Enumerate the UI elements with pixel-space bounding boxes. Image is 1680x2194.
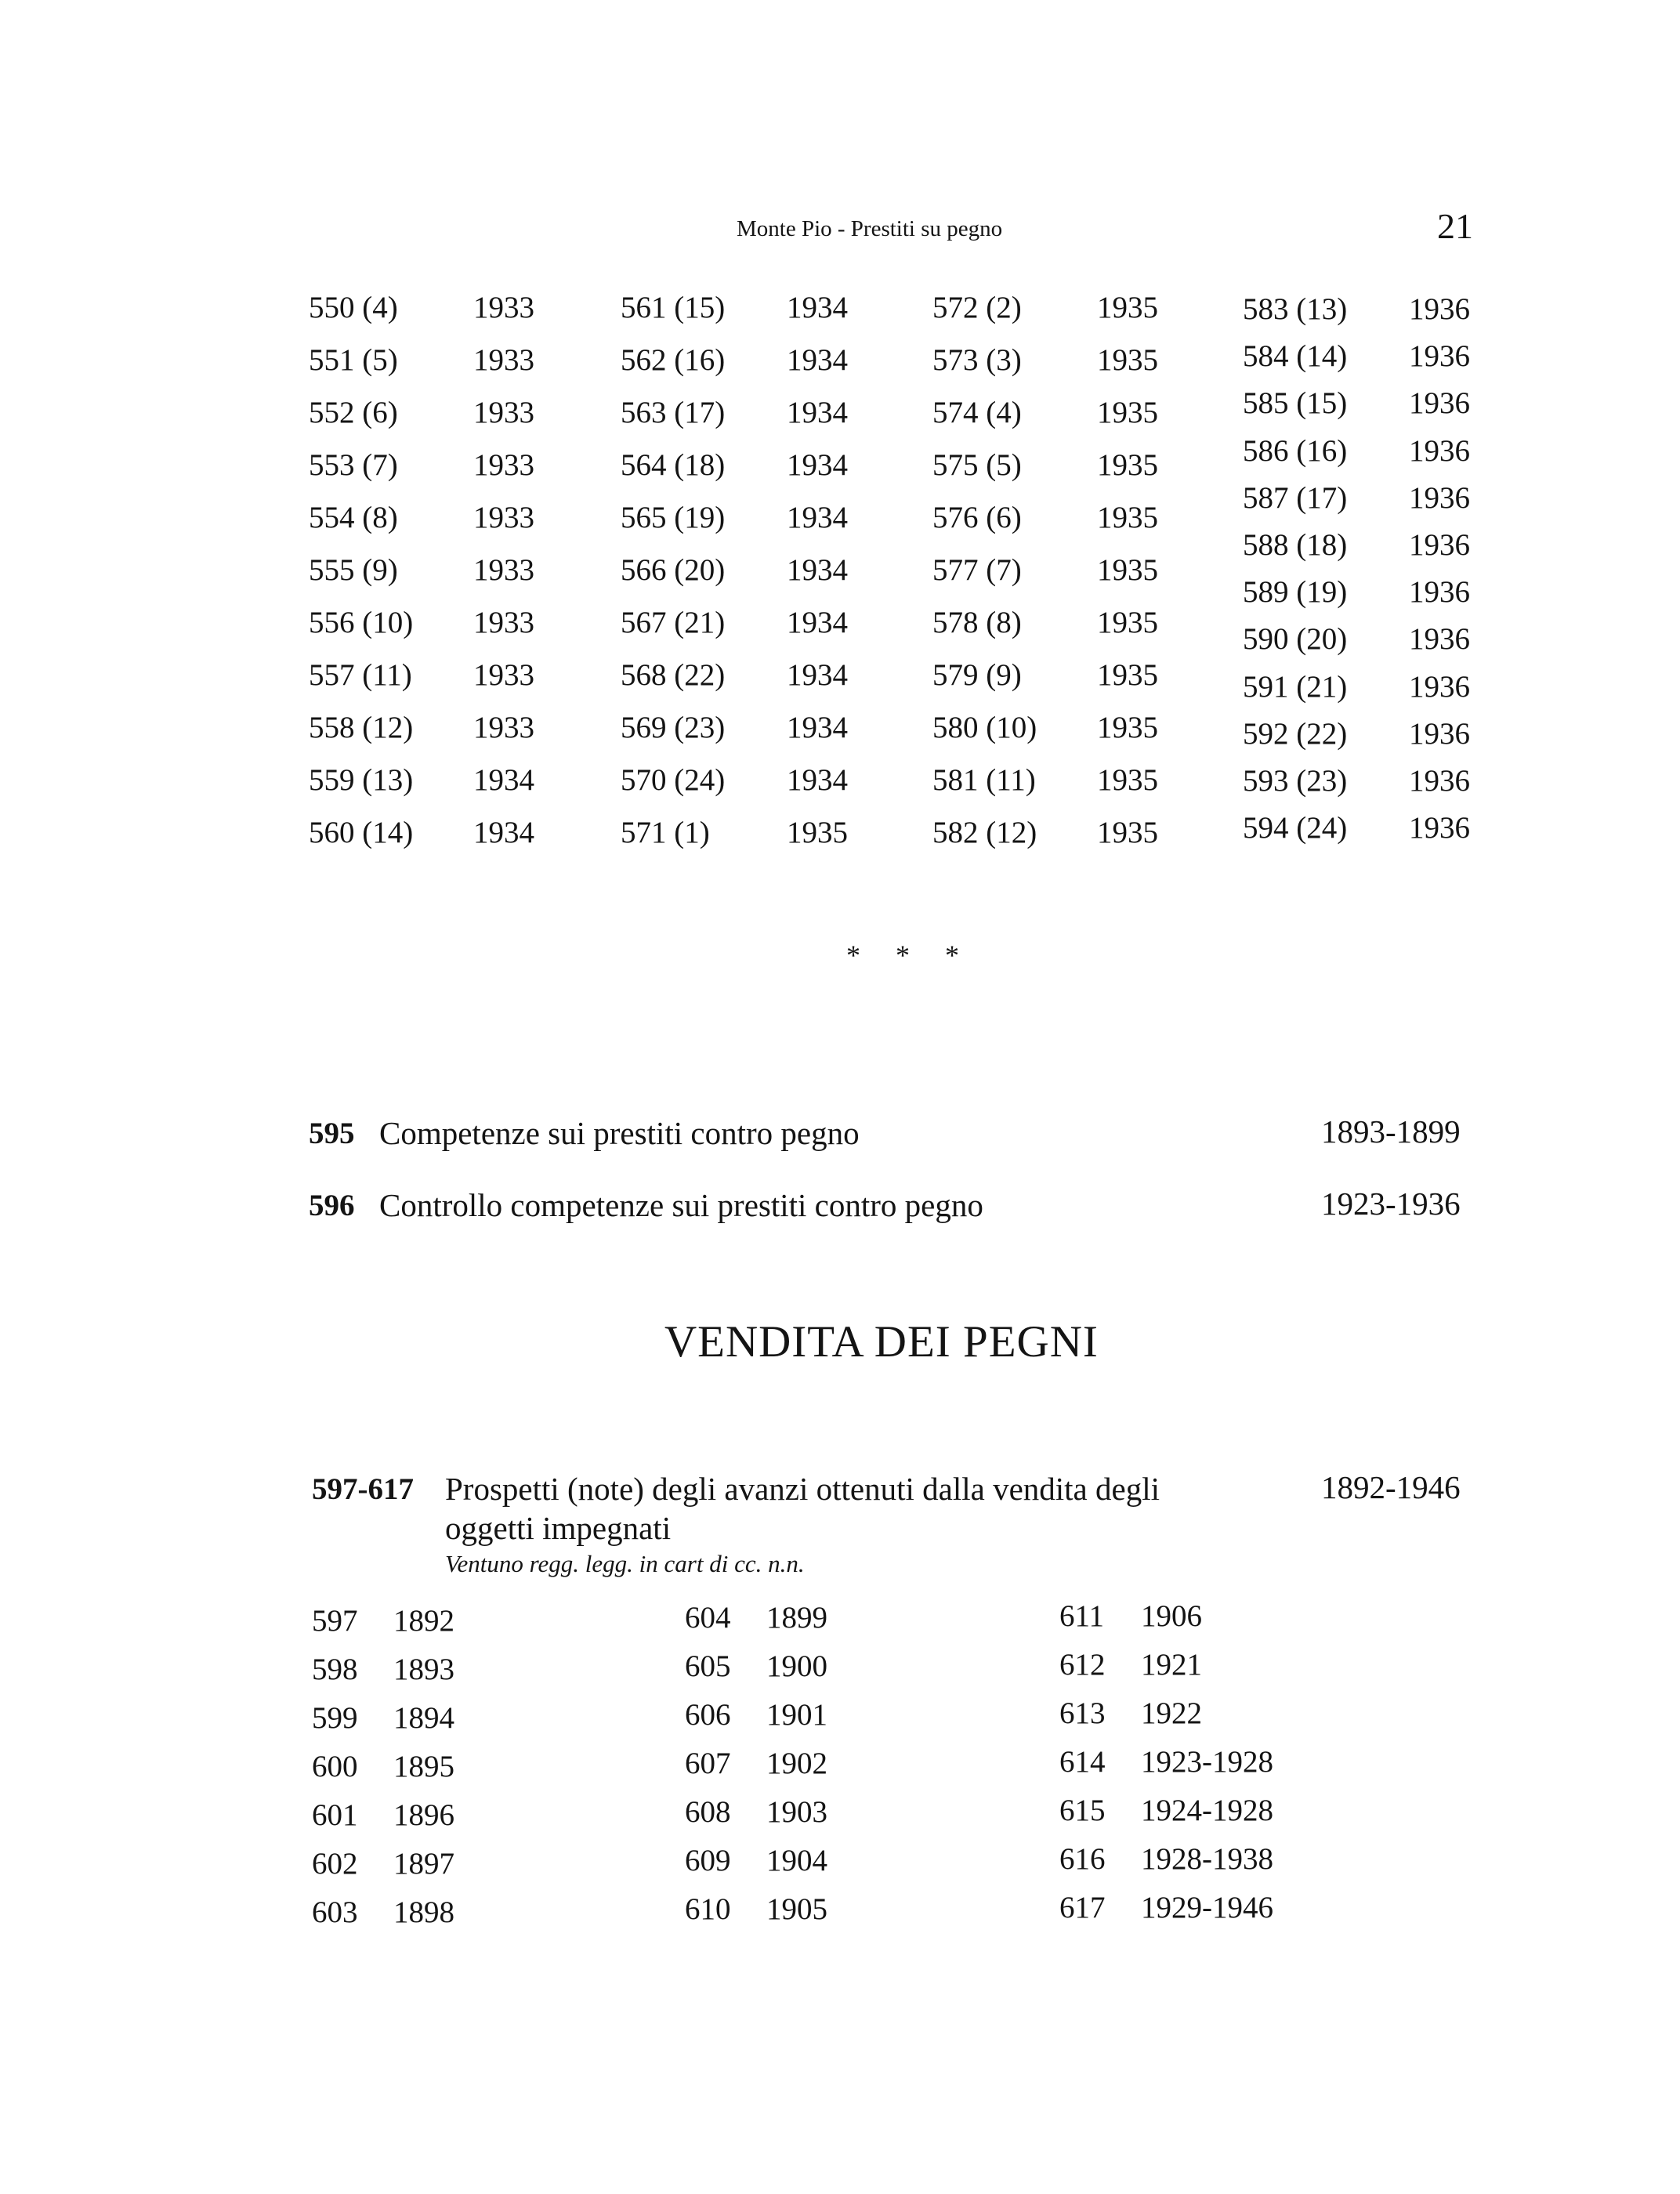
volume-year: 1899 (766, 1601, 827, 1635)
volume-year: 1936 (1409, 339, 1470, 373)
volume-number: 614 (1059, 1745, 1106, 1779)
volume-ref: 582 (12) (932, 816, 1037, 849)
volume-year: 1935 (1097, 291, 1158, 324)
volume-number: 611 (1059, 1599, 1105, 1633)
volume-number: 598 (312, 1653, 358, 1686)
volume-year: 1934 (787, 658, 848, 692)
volume-ref: 577 (7) (932, 553, 1022, 587)
volume-ref: 563 (17) (621, 396, 726, 429)
item-dates: 1923-1936 (1321, 1186, 1461, 1222)
volume-number: 599 (312, 1701, 358, 1735)
item-number: 597-617 (312, 1472, 414, 1506)
volume-ref: 593 (23) (1243, 764, 1348, 798)
volume-year: 1934 (473, 763, 534, 797)
volume-number: 603 (312, 1895, 358, 1929)
volume-ref: 575 (5) (932, 448, 1022, 482)
volume-ref: 564 (18) (621, 448, 726, 482)
volume-year: 1934 (787, 763, 848, 797)
volume-ref: 581 (11) (932, 763, 1036, 797)
volume-ref: 554 (8) (309, 501, 398, 534)
running-header: Monte Pio - Prestiti su pegno (737, 216, 1003, 241)
volume-ref: 556 (10) (309, 606, 414, 639)
volume-ref: 570 (24) (621, 763, 726, 797)
volume-year: 1934 (787, 448, 848, 482)
volume-number: 610 (685, 1892, 731, 1926)
volume-year: 1929-1946 (1141, 1891, 1273, 1924)
item-description: Ventuno regg. legg. in cart di cc. n.n. (445, 1550, 805, 1577)
volume-number: 602 (312, 1847, 358, 1881)
volume-ref: 583 (13) (1243, 292, 1348, 326)
volume-year: 1936 (1409, 292, 1470, 326)
volume-year: 1936 (1409, 575, 1470, 609)
volume-ref: 594 (24) (1243, 811, 1348, 845)
volume-year: 1905 (766, 1892, 827, 1926)
volume-year: 1934 (787, 606, 848, 639)
volume-ref: 573 (3) (932, 343, 1022, 377)
item-dates: 1893-1899 (1321, 1113, 1461, 1149)
volume-ref: 578 (8) (932, 606, 1022, 639)
volume-ref: 558 (12) (309, 711, 414, 744)
volume-year: 1934 (787, 501, 848, 534)
volume-year: 1933 (473, 291, 534, 324)
volume-year: 1904 (766, 1844, 827, 1877)
volume-year: 1935 (787, 816, 848, 849)
volume-year: 1921 (1141, 1648, 1202, 1682)
volume-year: 1896 (393, 1798, 454, 1832)
volume-ref: 569 (23) (621, 711, 726, 744)
volume-year: 1923-1928 (1141, 1745, 1273, 1779)
volume-number: 612 (1059, 1648, 1106, 1682)
volume-ref: 576 (6) (932, 501, 1022, 534)
volume-year: 1902 (766, 1747, 827, 1780)
volume-year: 1933 (473, 396, 534, 429)
volume-year: 1933 (473, 711, 534, 744)
volume-ref: 550 (4) (309, 291, 398, 324)
volume-year: 1897 (393, 1847, 454, 1881)
volume-year: 1935 (1097, 816, 1158, 849)
volume-year: 1933 (473, 501, 534, 534)
volume-ref: 579 (9) (932, 658, 1022, 692)
volume-ref: 568 (22) (621, 658, 726, 692)
volume-year: 1895 (393, 1750, 454, 1783)
volume-number: 616 (1059, 1842, 1106, 1876)
volume-year: 1936 (1409, 670, 1470, 704)
volume-ref: 588 (18) (1243, 528, 1348, 562)
volume-number: 600 (312, 1750, 358, 1783)
volume-year: 1933 (473, 343, 534, 377)
volume-ref: 552 (6) (309, 396, 398, 429)
volume-year: 1935 (1097, 606, 1158, 639)
volume-year: 1934 (787, 396, 848, 429)
volume-year: 1935 (1097, 396, 1158, 429)
volume-ref: 586 (16) (1243, 434, 1348, 468)
page-number: 21 (1437, 206, 1473, 246)
volume-year: 1903 (766, 1795, 827, 1829)
volume-year: 1922 (1141, 1696, 1202, 1730)
item-number: 596 (309, 1189, 355, 1222)
volume-ref: 574 (4) (932, 396, 1022, 429)
volume-year: 1936 (1409, 386, 1470, 420)
volume-year: 1935 (1097, 448, 1158, 482)
item-dates: 1892-1946 (1321, 1469, 1461, 1505)
volume-ref: 551 (5) (309, 343, 398, 377)
volume-ref: 560 (14) (309, 816, 414, 849)
volume-number: 608 (685, 1795, 731, 1829)
section-title: VENDITA DEI PEGNI (664, 1317, 1099, 1367)
volume-year: 1933 (473, 448, 534, 482)
volume-year: 1894 (393, 1701, 454, 1735)
volume-number: 606 (685, 1698, 731, 1732)
volume-ref: 590 (20) (1243, 622, 1348, 656)
volume-ref: 555 (9) (309, 553, 398, 587)
volume-year: 1933 (473, 553, 534, 587)
volume-year: 1934 (787, 553, 848, 587)
volume-year: 1933 (473, 658, 534, 692)
item-title: Controllo competenze sui prestiti contro pegno (379, 1187, 983, 1223)
volume-ref: 580 (10) (932, 711, 1037, 744)
volume-year: 1934 (473, 816, 534, 849)
volume-year: 1935 (1097, 553, 1158, 587)
volume-year: 1892 (393, 1604, 454, 1638)
volume-ref: 571 (1) (621, 816, 710, 849)
item-title-line1: Prospetti (note) degli avanzi ottenuti dalla vendita degli (445, 1471, 1160, 1507)
volume-year: 1935 (1097, 658, 1158, 692)
volume-number: 601 (312, 1798, 358, 1832)
volume-number: 607 (685, 1747, 731, 1780)
volume-ref: 566 (20) (621, 553, 726, 587)
volume-ref: 559 (13) (309, 763, 414, 797)
volume-year: 1935 (1097, 501, 1158, 534)
volume-ref: 561 (15) (621, 291, 726, 324)
volume-year: 1935 (1097, 711, 1158, 744)
volume-year: 1936 (1409, 622, 1470, 656)
volume-year: 1898 (393, 1895, 454, 1929)
volume-ref: 592 (22) (1243, 717, 1348, 751)
volume-ref: 562 (16) (621, 343, 726, 377)
volume-ref: 553 (7) (309, 448, 398, 482)
volume-number: 613 (1059, 1696, 1106, 1730)
item-title: Competenze sui prestiti contro pegno (379, 1115, 860, 1151)
volume-ref: 557 (11) (309, 658, 412, 692)
volume-year: 1935 (1097, 763, 1158, 797)
volume-year: 1928-1938 (1141, 1842, 1273, 1876)
volume-year: 1935 (1097, 343, 1158, 377)
volume-ref: 589 (19) (1243, 575, 1348, 609)
volume-ref: 565 (19) (621, 501, 726, 534)
volume-ref: 567 (21) (621, 606, 726, 639)
volume-year: 1936 (1409, 434, 1470, 468)
volume-year: 1936 (1409, 811, 1470, 845)
volume-number: 617 (1059, 1891, 1106, 1924)
volume-year: 1901 (766, 1698, 827, 1732)
volume-year: 1936 (1409, 528, 1470, 562)
section-separator: * * * (846, 940, 973, 971)
volume-ref: 585 (15) (1243, 386, 1348, 420)
volume-ref: 572 (2) (932, 291, 1022, 324)
volume-year: 1906 (1141, 1599, 1202, 1633)
item-number: 595 (309, 1117, 355, 1150)
volume-number: 609 (685, 1844, 731, 1877)
volume-year: 1936 (1409, 481, 1470, 515)
volume-number: 597 (312, 1604, 358, 1638)
volume-year: 1893 (393, 1653, 454, 1686)
volume-number: 615 (1059, 1794, 1106, 1827)
volume-year: 1936 (1409, 764, 1470, 798)
volume-year: 1933 (473, 606, 534, 639)
volume-year: 1934 (787, 291, 848, 324)
volume-number: 604 (685, 1601, 731, 1635)
item-title-line2: oggetti impegnati (445, 1510, 672, 1546)
volume-number: 605 (685, 1649, 731, 1683)
volume-year: 1936 (1409, 717, 1470, 751)
volume-ref: 587 (17) (1243, 481, 1348, 515)
volume-year: 1924-1928 (1141, 1794, 1273, 1827)
volume-ref: 584 (14) (1243, 339, 1348, 373)
volume-ref: 591 (21) (1243, 670, 1348, 704)
volume-year: 1900 (766, 1649, 827, 1683)
volume-year: 1934 (787, 711, 848, 744)
volume-year: 1934 (787, 343, 848, 377)
